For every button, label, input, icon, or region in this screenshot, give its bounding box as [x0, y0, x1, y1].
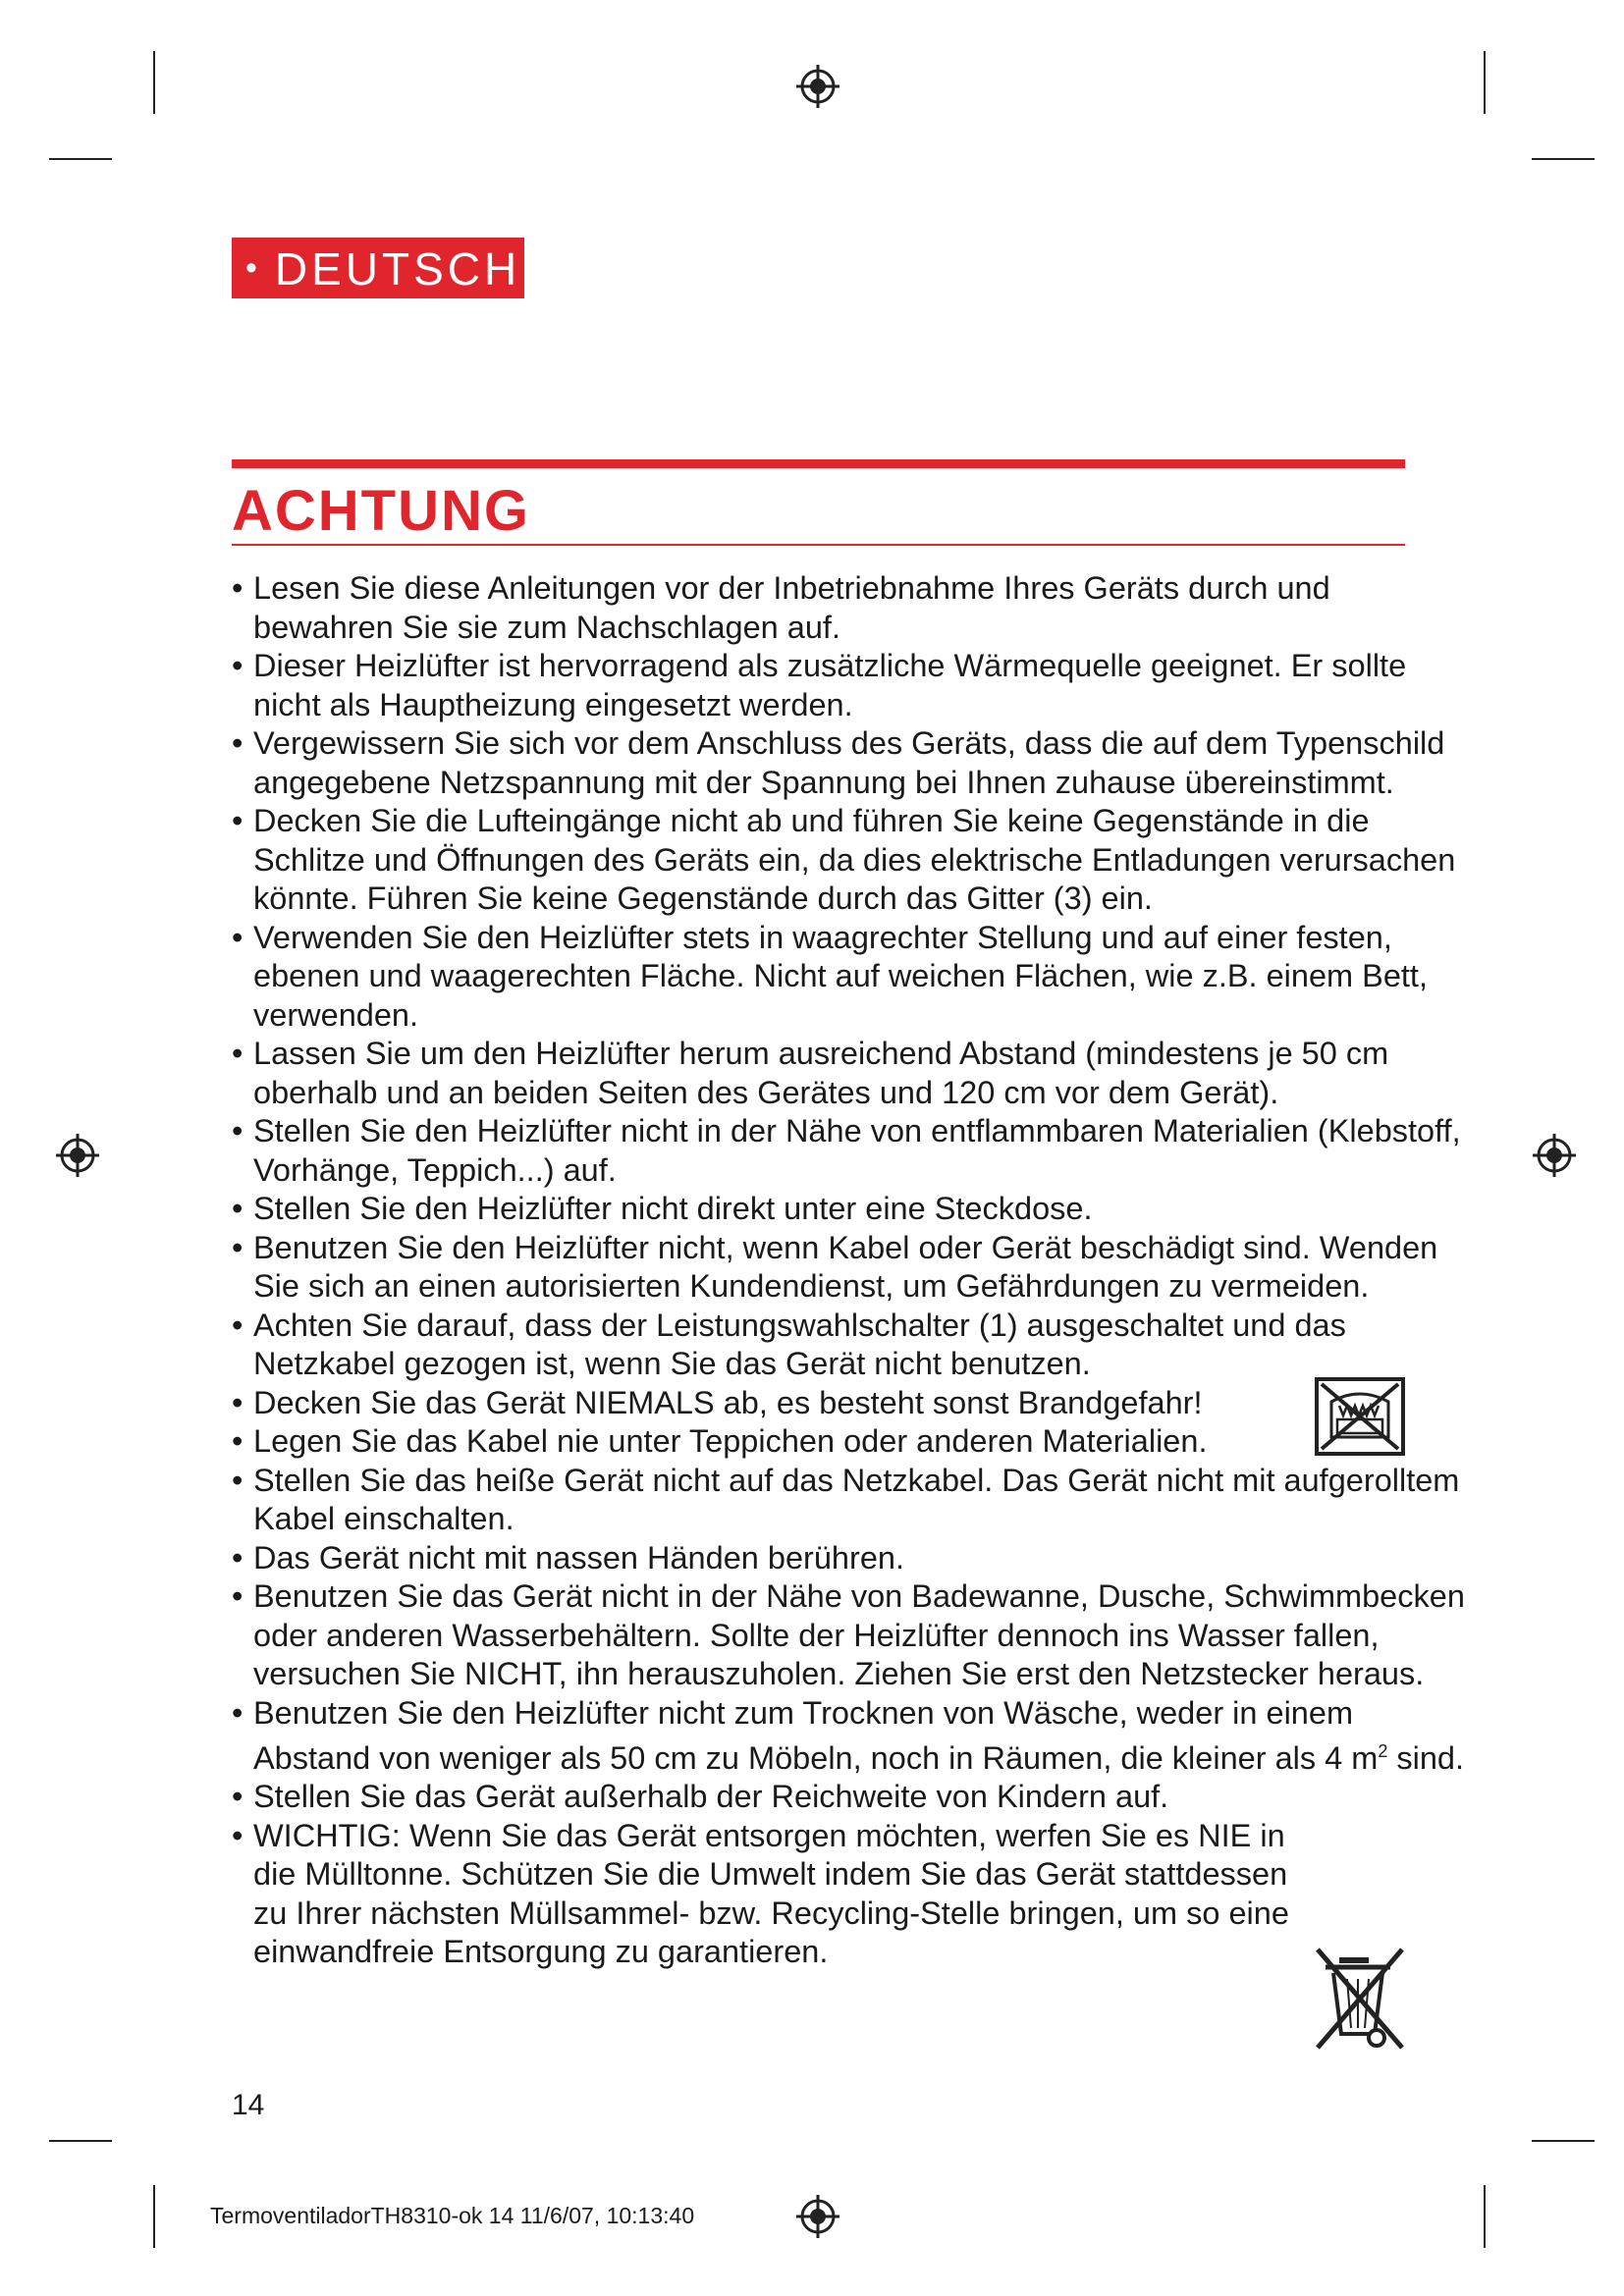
list-bullet: •	[232, 1694, 244, 1731]
list-bullet: •	[232, 1384, 244, 1420]
superscript: 2	[1378, 1741, 1388, 1761]
list-bullet: •	[232, 803, 244, 838]
list-item-text: WICHTIG: Wenn Sie das Gerät entsorgen möchten, werfen Sie es NIE in die Mülltonne. Schützen Sie die Umwelt indem Sie das Gerät stattdessen zu Ihrer nächsten Müllsammel- bzw. Recycling-Stelle bringen, um so eine einwandfreie Entsorgung zu garantieren.	[253, 1817, 1289, 1970]
language-tag-bullet: •	[245, 249, 261, 287]
list-item	[232, 919, 1469, 1036]
list-item	[232, 647, 1469, 724]
list-bullet: •	[232, 1036, 244, 1071]
crop-mark	[1532, 2140, 1595, 2142]
registration-mark-icon	[1531, 1132, 1578, 1179]
list-item-text: Benutzen Sie den Heizlüfter nicht, wenn Kabel oder Gerät beschädigt sind. Wenden Sie sich an einen autorisierten Kundendienst, um Gefährdungen zu vermeiden.	[253, 1229, 1438, 1304]
section-rule-top	[232, 459, 1405, 468]
list-item	[232, 1694, 1469, 1779]
list-item-text: Stellen Sie den Heizlüfter nicht in der Nähe von entflammbaren Materialien (Klebstoff, Vorhänge, Teppich...) auf.	[253, 1113, 1461, 1188]
list-item-text: Dieser Heizlüfter ist hervorragend als zusätzliche Wärmequelle geeignet. Er sollte nicht als Hauptheizung eingesetzt werden.	[253, 648, 1407, 722]
section-rule-bottom	[232, 544, 1405, 546]
list-item	[232, 1577, 1469, 1694]
list-bullet: •	[232, 1817, 244, 1853]
list-bullet: •	[232, 919, 244, 955]
language-tag-label: DEUTSCH	[274, 243, 521, 294]
list-item	[232, 1384, 1324, 1423]
list-bullet: •	[232, 1779, 244, 1815]
list-bullet: •	[232, 1578, 244, 1614]
list-item-text: Vergewissern Sie sich vor dem Anschluss des Geräts, dass die auf dem Typenschild angegebene Netzspannung mit der Spannung bei Ihnen zuhause übereinstimmt.	[253, 725, 1445, 800]
language-tag	[232, 238, 524, 298]
section-title: ACHTUNG	[232, 479, 530, 543]
crop-mark	[1484, 2185, 1486, 2248]
list-item	[232, 1817, 1319, 1972]
list-item-text: sind.	[1387, 1739, 1465, 1776]
list-bullet: •	[232, 570, 244, 606]
list-item-text: Stellen Sie das heiße Gerät nicht auf das Netzkabel. Das Gerät nicht mit aufgerolltem Kabel einschalten.	[253, 1462, 1460, 1536]
list-bullet: •	[232, 1191, 244, 1226]
list-item	[232, 1462, 1469, 1539]
list-item-text: Benutzen Sie das Gerät nicht in der Nähe von Badewanne, Dusche, Schwimmbecken oder anderen Wasserbehältern. Sollte der Heizlüfter dennoch ins Wasser fallen, versuchen Sie NICHT, ihn herauszuholen. Ziehen Sie erst den Netzstecker heraus.	[253, 1578, 1465, 1691]
list-item-text: Legen Sie das Kabel nie unter Teppichen oder anderen Materialien.	[253, 1423, 1208, 1459]
list-bullet: •	[232, 648, 244, 683]
list-item	[232, 724, 1469, 802]
list-item-text: Verwenden Sie den Heizlüfter stets in waagrechter Stellung und auf einer festen, ebenen und waagerechten Fläche. Nicht auf weichen Flächen, wie z.B. einem Bett, verwenden.	[253, 919, 1428, 1033]
list-item	[232, 1112, 1469, 1190]
crop-mark	[49, 158, 112, 160]
list-bullet: •	[232, 1229, 244, 1265]
list-bullet: •	[232, 725, 244, 761]
list-bullet: •	[232, 1539, 244, 1575]
list-item	[232, 802, 1469, 919]
list-item	[232, 1307, 1469, 1384]
registration-mark-icon	[794, 63, 841, 110]
crop-mark	[49, 2140, 112, 2142]
registration-mark-icon	[54, 1132, 101, 1179]
crop-mark	[1532, 158, 1595, 160]
list-item-text: Achten Sie darauf, dass der Leistungswahlschalter (1) ausgeschaltet und das Netzkabel gezogen ist, wenn Sie das Gerät nicht benutzen.	[253, 1307, 1346, 1381]
list-item	[232, 1422, 1324, 1462]
list-item	[232, 1778, 1469, 1817]
list-bullet: •	[232, 1423, 244, 1459]
list-item	[232, 1229, 1469, 1307]
list-item-text: Decken Sie die Lufteingänge nicht ab und führen Sie keine Gegenstände in die Schlitze und Öffnungen des Geräts ein, da dies elektrische Entladungen verursachen könnte. Führen Sie keine Gegenstände durch das Gitter (3) ein.	[253, 803, 1456, 916]
print-slug: TermoventiladorTH8310-ok 14 11/6/07, 10:13:40	[210, 2203, 695, 2228]
list-item-text: Benutzen Sie den Heizlüfter nicht zum Trocknen von Wäsche, weder in einem Abstand von weniger als 50 cm zu Möbeln, noch in Räumen, die kleiner als 4 m	[253, 1694, 1379, 1776]
list-bullet: •	[232, 1113, 244, 1148]
crop-mark	[153, 51, 155, 114]
list-item-text: Lassen Sie um den Heizlüfter herum ausreichend Abstand (mindestens je 50 cm oberhalb und an beiden Seiten des Gerätes und 120 cm vor dem Gerät).	[253, 1036, 1389, 1110]
list-item	[232, 1190, 1469, 1229]
list-item	[232, 569, 1469, 647]
list-item-text: Decken Sie das Gerät NIEMALS ab, es besteht sonst Brandgefahr!	[253, 1384, 1203, 1420]
list-item-text: Stellen Sie das Gerät außerhalb der Reichweite von Kindern auf.	[253, 1779, 1169, 1815]
page-number: 14	[232, 2089, 265, 2121]
list-item	[232, 1539, 1469, 1578]
list-bullet: •	[232, 1307, 244, 1343]
do-not-cover-icon	[1314, 1376, 1406, 1457]
registration-mark-icon	[794, 2193, 841, 2240]
list-item-text: Stellen Sie den Heizlüfter nicht direkt unter eine Steckdose.	[253, 1191, 1093, 1226]
list-bullet: •	[232, 1462, 244, 1498]
warning-list	[232, 569, 1469, 1972]
list-item-text: Lesen Sie diese Anleitungen vor der Inbetriebnahme Ihres Geräts durch und bewahren Sie sie zum Nachschlagen auf.	[253, 570, 1330, 645]
list-item	[232, 1035, 1469, 1112]
list-item-text: Das Gerät nicht mit nassen Händen berühren.	[253, 1539, 904, 1575]
crop-mark	[153, 2185, 155, 2248]
crossed-bin-icon	[1312, 1944, 1408, 2054]
crop-mark	[1484, 51, 1486, 114]
